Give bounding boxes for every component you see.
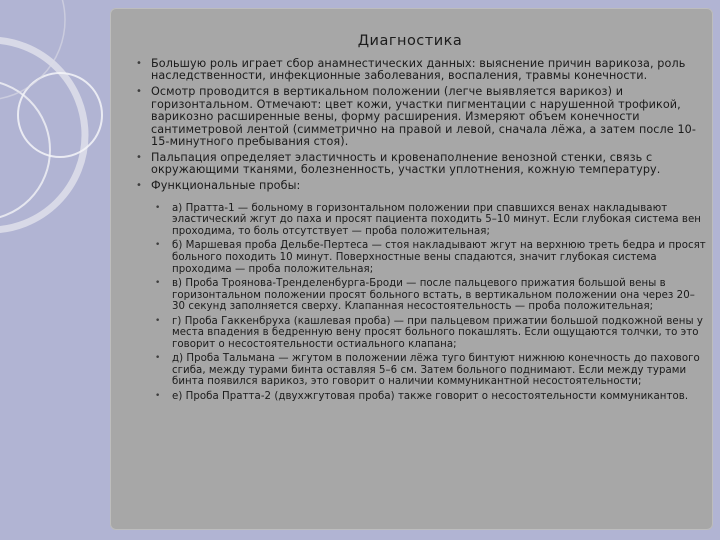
- sub-bullet-item: • д) Проба Тальмана — жгутом в положении лёжа туго бинтуют нижнюю конечность до пахового сгиба, между турами бинта оставляя 5–6 см. Затем больного поднимают. Если между турами бинта появился варикоз, это говорит о наличии коммуникантной несостоятельности;: [152, 353, 706, 388]
- sub-bullet-item: • а) Пратта-1 — больному в горизонтальном положении при спавшихся венах накладывают эластический жгут до паха и просят пациента походить 5–10 минут. Если глубокая система вен проходима, то боль отсутствует — проба положительная;: [152, 203, 706, 238]
- slide-content: [136, 58, 706, 406]
- sub-bullet-item: • в) Проба Троянова-Тренделенбурга-Броди — после пальцевого прижатия большой вены в горизонтальном положении просят больного встать, в вертикальном положении она через 20–30 секунд заполняется сверху. Клапанная несостоятельность — проба положительная;: [152, 278, 706, 313]
- bullet-text: Функциональные пробы:: [151, 179, 301, 193]
- bullet-list: [136, 58, 706, 402]
- bullet-item: • Пальпация определяет эластичность и кровенаполнение венозной стенки, связь с окружающими тканями, болезненность, участки уплотнения, кожную температуру.: [136, 152, 706, 177]
- sub-bullet-list: [152, 203, 706, 402]
- bullet-item: [136, 180, 706, 402]
- sub-bullet-item: • г) Проба Гаккенбруха (кашлевая проба) — при пальцевом прижатии большой подкожной вены у места впадения в бедренную вену просят больного покашлять. Если ощущаются толчки, то это говорит о несостоятельности остиального клапана;: [152, 316, 706, 351]
- slide-title: Диагностика: [357, 33, 463, 49]
- sub-bullet-item: • б) Маршевая проба Дельбе-Пертеса — стоя накладывают жгут на верхнюю треть бедра и просят больного походить 10 минут. Поверхностные вены спадаются, значит глубокая система проходима — проба положительная;: [152, 240, 706, 275]
- sub-bullet-item: • е) Проба Пратта-2 (двухжгутовая проба) также говорит о несостоятельности коммуникантов.: [152, 391, 706, 403]
- bullet-item: • Осмотр проводится в вертикальном положении (легче выявляется варикоз) и горизонтальном. Отмечают: цвет кожи, участки пигментации с нарушенной трофикой, варикозно расширенные вены, форму расширения. Измеряют объем конечности сантиметровой лентой (симметрично на правой и левой, сначала лёжа, а затем после 10-15-минутного пребывания стоя).: [136, 86, 706, 148]
- bullet-item: • Большую роль играет сбор анамнестических данных: выяснение причин варикоза, роль наследственности, инфекционные заболевания, воспаления, травмы конечности.: [136, 58, 706, 83]
